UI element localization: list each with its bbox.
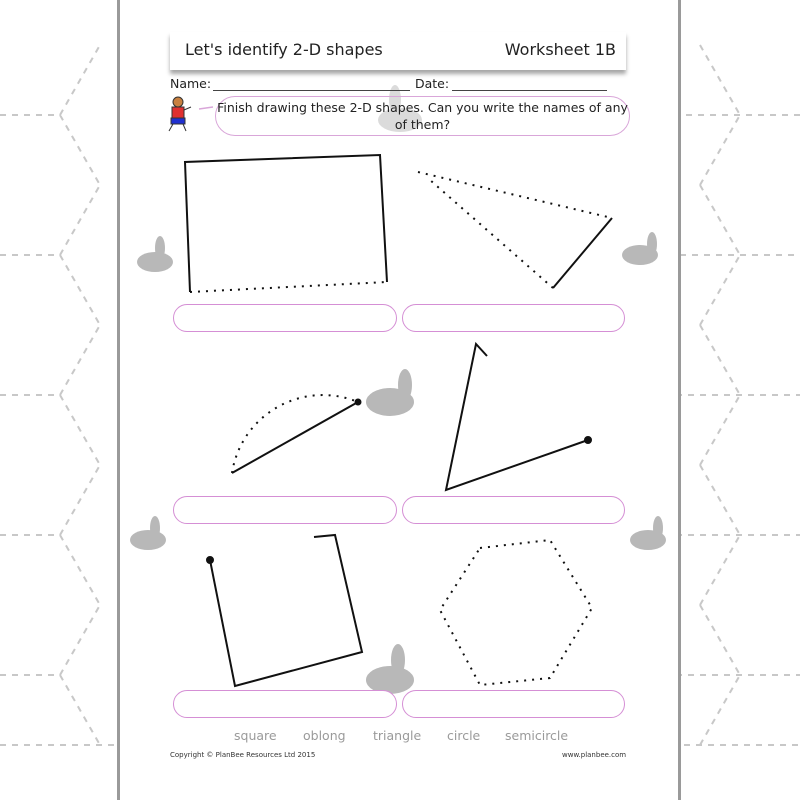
word-bank-item: triangle bbox=[373, 728, 422, 743]
bee-watermark-icons bbox=[130, 85, 666, 694]
hexagon-shape bbox=[440, 540, 592, 685]
date-label: Date: bbox=[415, 76, 450, 91]
date-field[interactable] bbox=[452, 90, 607, 91]
title-bar bbox=[170, 32, 626, 70]
answer-box-4[interactable] bbox=[402, 496, 625, 524]
worksheet-title: Let's identify 2-D shapes bbox=[185, 40, 383, 59]
triangle-shape-2 bbox=[446, 344, 588, 490]
answer-box-3[interactable] bbox=[173, 496, 397, 524]
name-label: Name: bbox=[170, 76, 212, 91]
instruction-bubble: Finish drawing these 2-D shapes. Can you write the names of any of them? bbox=[215, 96, 630, 136]
copyright-text: Copyright © PlanBee Resources Ltd 2015 bbox=[170, 751, 316, 759]
worksheet-number: Worksheet 1B bbox=[504, 40, 616, 59]
name-field[interactable] bbox=[213, 90, 410, 91]
semicircle-shape bbox=[232, 402, 358, 473]
answer-box-1[interactable] bbox=[173, 304, 397, 332]
answer-box-6[interactable] bbox=[402, 690, 625, 718]
oblong-shape bbox=[185, 155, 387, 292]
child-character-icon bbox=[165, 95, 213, 135]
triangle-shape-1 bbox=[553, 218, 612, 288]
answer-box-2[interactable] bbox=[402, 304, 625, 332]
word-bank-item: semicircle bbox=[505, 728, 569, 743]
website-link[interactable]: www.planbee.com bbox=[562, 751, 627, 759]
word-bank-item: square bbox=[234, 728, 277, 743]
word-bank-item: oblong bbox=[303, 728, 346, 743]
answer-box-5[interactable] bbox=[173, 690, 397, 718]
word-bank-item: circle bbox=[447, 728, 481, 743]
square-shape bbox=[210, 535, 362, 686]
